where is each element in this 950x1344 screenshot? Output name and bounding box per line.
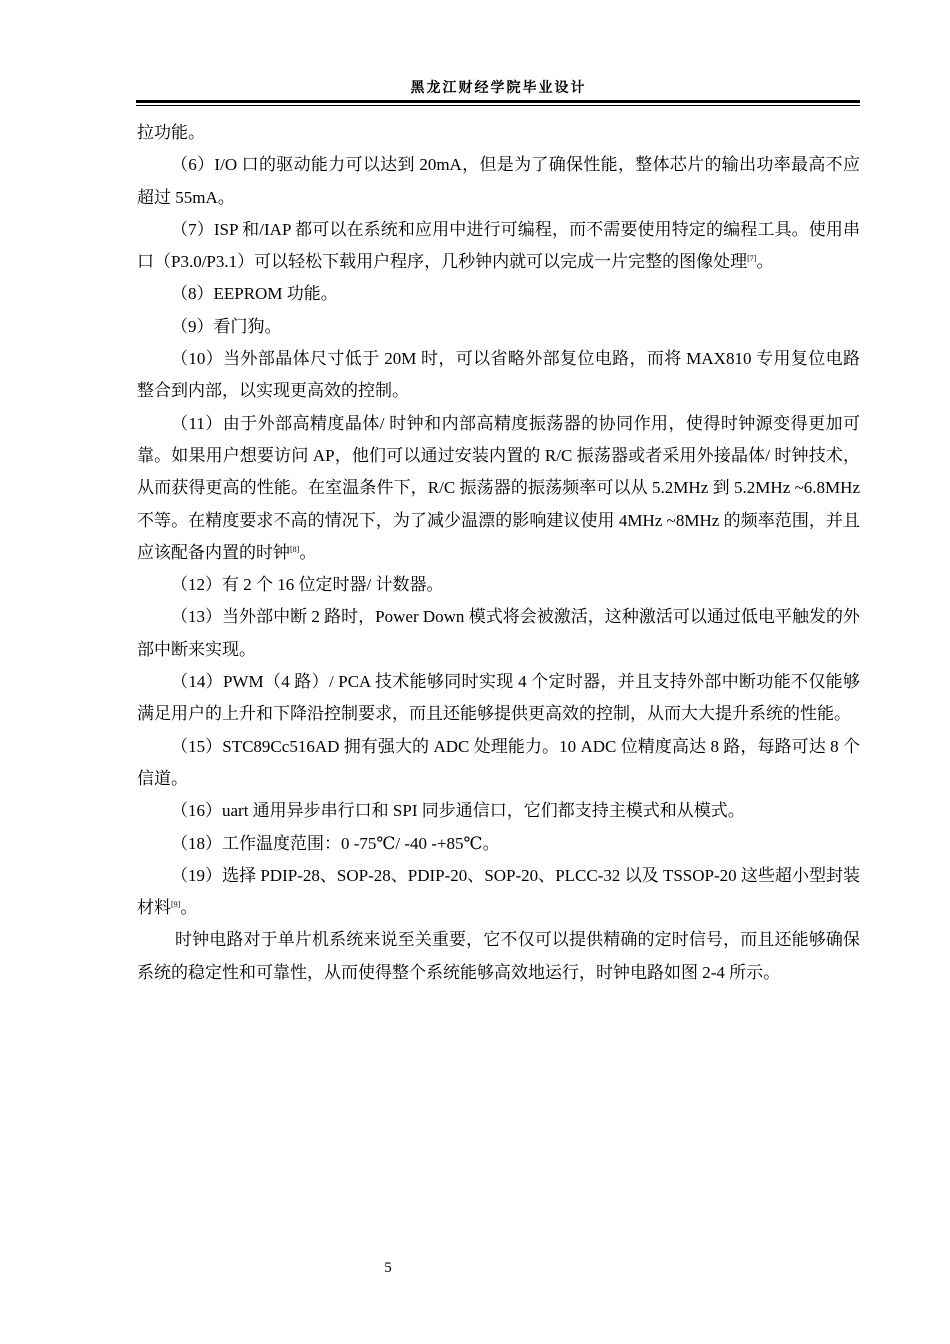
paragraph-text: （14）PWM（4 路）/ PCA 技术能够同时实现 4 个定时器，并且支持外部中断功能不仅能够满足用户的上升和下降沿控制要求，而且还能够提供更高效的控制，从而大大提升系统的性能。 xyxy=(137,672,860,724)
list-item-15 xyxy=(137,731,860,796)
list-item-14 xyxy=(137,666,860,731)
paragraph-text: 拉功能。 xyxy=(137,123,205,142)
body-text xyxy=(137,117,860,989)
page-number: 5 xyxy=(384,1260,392,1276)
paragraph-text: （15）STC89Cc516AD 拥有强大的 ADC 处理能力。10 ADC 位精度高达 8 路，每路可达 8 个信道。 xyxy=(137,736,860,788)
paragraph-text: 时钟电路对于单片机系统来说至关重要，它不仅可以提供精确的定时信号，而且还能够确保系统的稳定性和可靠性，从而使得整个系统能够高效地运行，时钟电路如图 2-4 所示。 xyxy=(137,930,860,982)
paragraph-continuation xyxy=(137,117,860,149)
paragraph-text: （10）当外部晶体尺寸低于 20M 时，可以省略外部复位电路，而将 MAX810 专用复位电路整合到内部，以实现更高效的控制。 xyxy=(137,349,860,401)
paragraph-text: （16）uart 通用异步串行口和 SPI 同步通信口，它们都支持主模式和从模式。 xyxy=(171,801,745,821)
paragraph-text: （19）选择 PDIP-28、SOP-28、PDIP-20、SOP-20、PLCC-32 以及 TSSOP-20 这些超小型封装材料 xyxy=(137,865,860,918)
citation-ref: [7] xyxy=(747,254,757,264)
paragraph-tail: 。 xyxy=(180,898,198,918)
paragraph-text: （7）ISP 和/IAP 都可以在系统和应用中进行可编程，而不需要使用特定的编程工具。使用串口（P3.0/P3.1）可以轻松下载用户程序，几秒钟内就可以完成一片完整的图像处理 xyxy=(137,219,860,272)
header-rule-thin xyxy=(136,105,860,106)
list-item-6 xyxy=(137,149,860,214)
paragraph-text: （13）当外部中断 2 路时，Power Down 模式将会被激活，这种激活可以通过低电平触发的外部中断来实现。 xyxy=(137,607,860,659)
list-item-13 xyxy=(137,601,860,666)
list-item-16 xyxy=(137,795,860,827)
header-rule-thick xyxy=(136,100,860,103)
paragraph-tail: 。 xyxy=(299,542,317,562)
list-item-18 xyxy=(137,828,860,860)
paragraph-text: （18）工作温度范围：0 -75℃/ -40 -+85℃。 xyxy=(171,833,500,853)
list-item-11 xyxy=(137,408,860,569)
list-item-19 xyxy=(137,860,860,925)
clock-circuit-paragraph xyxy=(137,924,860,989)
paragraph-text: （6）I/O 口的驱动能力可以达到 20mA，但是为了确保性能，整体芯片的输出功率最高不应超过 55mA。 xyxy=(137,155,860,207)
list-item-8 xyxy=(137,278,860,310)
paragraph-text: （9）看门狗。 xyxy=(171,316,282,336)
page-header-title: 黑龙江财经学院毕业设计 xyxy=(410,81,587,96)
paragraph-tail: 。 xyxy=(756,252,774,272)
paragraph-text: （11）由于外部高精度晶体/ 时钟和内部高精度振荡器的协同作用，使得时钟源变得更加可靠。如果用户想要访问 AP，他们可以通过安装内置的 R/C 振荡器或者采用外接晶体/ 时钟技术，从而获得更高的性能。在室温条件下，R/C 振荡器的振荡频率可以从 5.2MHz 到 5.2MHz ~6.8MHz 不等。在精度要求不高的情况下，为了减少温漂的影响建议使用 4MHz ~8MHz 的频率范围，并且应该配备内置的时钟 xyxy=(137,413,860,562)
list-item-12 xyxy=(137,569,860,601)
citation-ref: [9] xyxy=(171,900,181,910)
paragraph-text: （8）EEPROM 功能。 xyxy=(171,284,338,304)
paragraph-text: （12）有 2 个 16 位定时器/ 计数器。 xyxy=(171,575,444,595)
list-item-9 xyxy=(137,311,860,343)
list-item-7 xyxy=(137,214,860,279)
list-item-10 xyxy=(137,343,860,408)
citation-ref: [8] xyxy=(290,544,300,554)
